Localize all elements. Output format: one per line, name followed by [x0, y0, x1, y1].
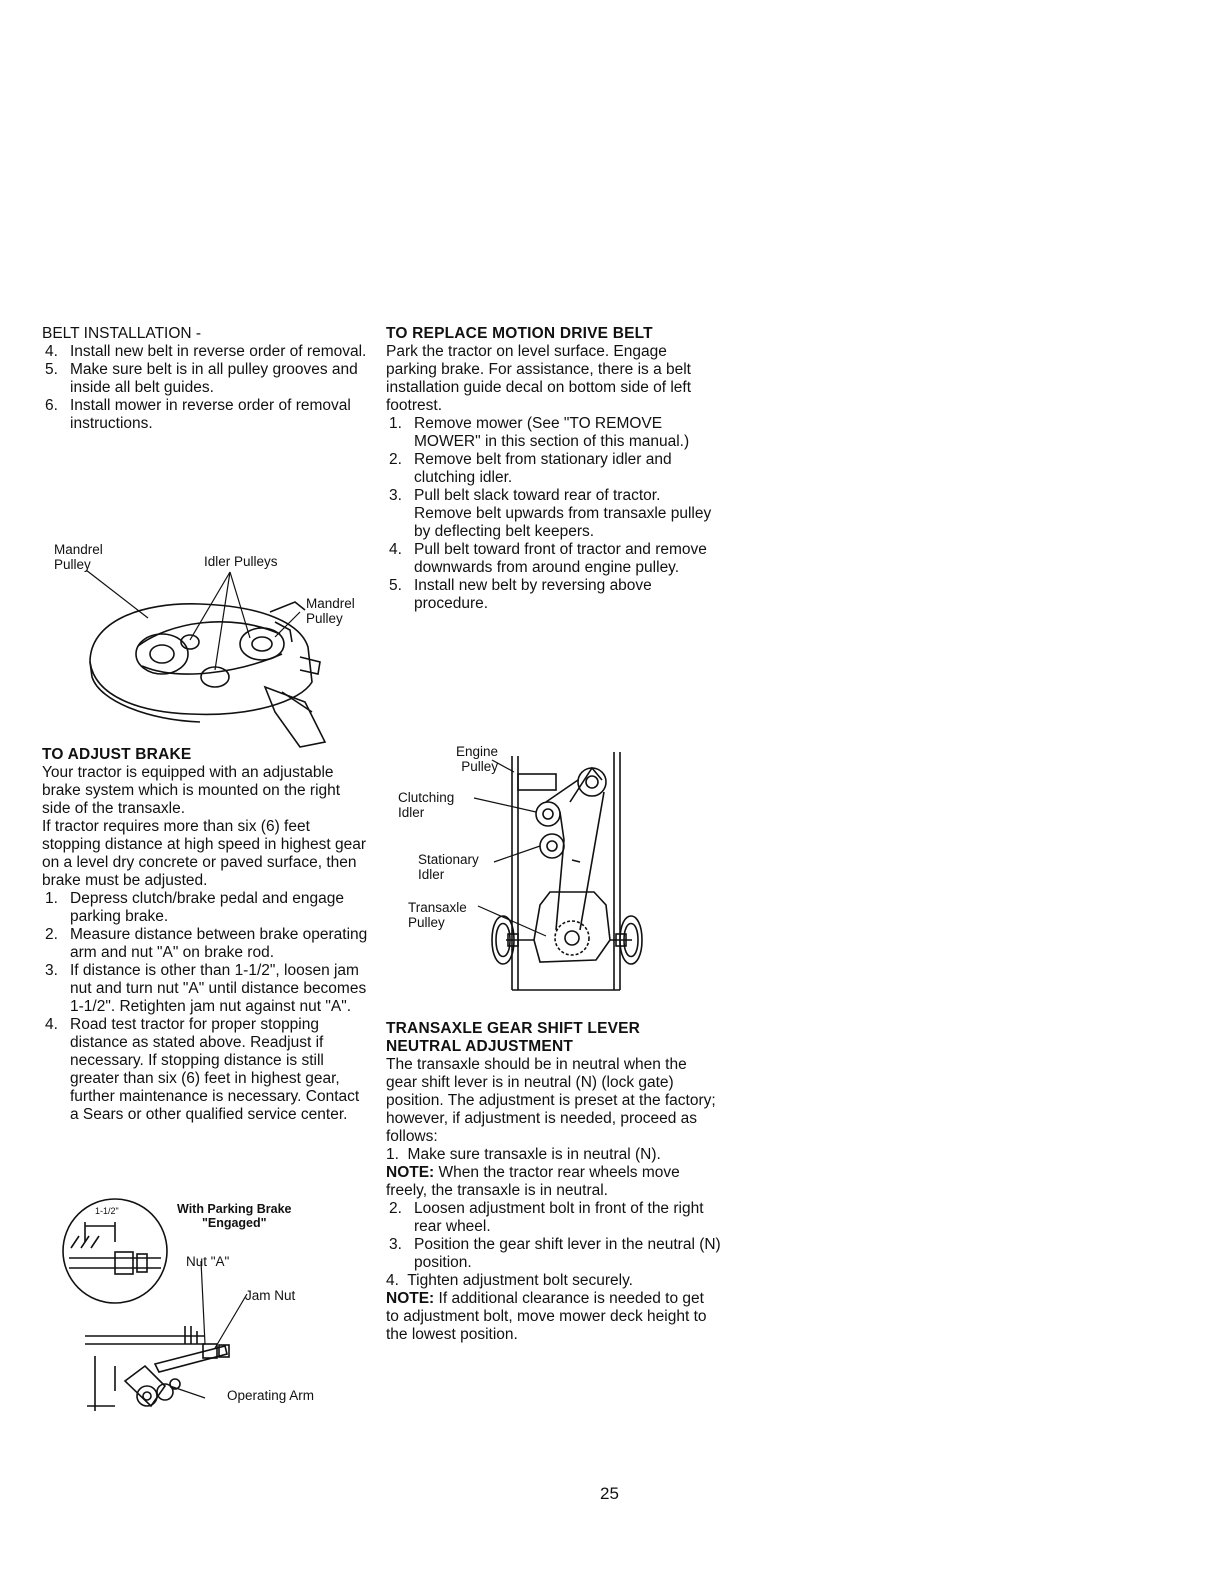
list-item: 2. Measure distance between brake operating arm and nut "A" on brake rod. [45, 926, 368, 961]
drive-belt-figure [396, 740, 666, 1010]
neutral-steps [386, 1200, 721, 1272]
adjust-brake-section [42, 746, 372, 1124]
motion-drive-belt-section [386, 325, 721, 613]
motion-drive-belt-heading: TO REPLACE MOTION DRIVE BELT [386, 325, 653, 342]
adjust-brake-intro-2: If tractor requires more than six (6) feet stopping distance at high speed in highest gear on a level dry concrete or paved surface, then brake must be adjusted. [42, 818, 367, 889]
clutching-idler-label: Clutching Idler [398, 790, 455, 820]
adjust-brake-intro-1: Your tractor is equipped with an adjustable brake system which is mounted on the right side of the transaxle. [42, 764, 341, 817]
neutral-step-1: 1. Make sure transaxle is in neutral (N). [386, 1146, 661, 1163]
neutral-heading-line-2: NEUTRAL ADJUSTMENT [386, 1038, 574, 1055]
note-label: NOTE: [386, 1164, 435, 1181]
list-item: 5. Make sure belt is in all pulley grooves and inside all belt guides. [45, 361, 358, 396]
list-item: 2. Remove belt from stationary idler and clutching idler. [389, 451, 672, 486]
brake-figure [55, 1196, 355, 1426]
list-item: 3. If distance is other than 1-1/2", loosen jam nut and turn nut "A" until distance becomes 1-1/2". Retighten jam nut against nut "A". [45, 962, 367, 1015]
adjust-brake-heading: TO ADJUST BRAKE [42, 746, 192, 763]
list-item: 2. Loosen adjustment bolt in front of the right rear wheel. [389, 1200, 704, 1235]
mower-deck-illustration [50, 542, 370, 750]
list-item: 4. Pull belt toward front of tractor and remove downwards from around engine pulley. [389, 541, 707, 576]
list-item: 1. Depress clutch/brake pedal and engage parking brake. [45, 890, 345, 925]
list-item: 3. Position the gear shift lever in the neutral (N) position. [389, 1236, 721, 1271]
page-number: 25 [600, 1484, 619, 1503]
parking-brake-label: With Parking Brake "Engaged" [177, 1202, 292, 1230]
list-item: 1. Remove mower (See "TO REMOVE MOWER" in this section of this manual.) [389, 415, 690, 450]
note-label: NOTE: [386, 1290, 435, 1307]
mower-deck-figure [50, 542, 370, 750]
stationary-idler-label: Stationary Idler [418, 852, 479, 882]
motion-drive-belt-steps [386, 415, 721, 613]
list-item: 6. Install mower in reverse order of removal instructions. [45, 397, 351, 432]
idler-pulleys-label: Idler Pulleys [204, 554, 278, 569]
nut-a-label: Nut "A" [186, 1254, 230, 1269]
jam-nut-label: Jam Nut [245, 1288, 296, 1303]
neutral-adjustment-section [386, 1020, 721, 1344]
neutral-intro: The transaxle should be in neutral when the gear shift lever is in neutral (N) (lock gate) position. The adjustment is preset at the factory; however, if adjustment is needed, proceed as follows: [386, 1056, 716, 1145]
neutral-note-2: NOTE: If additional clearance is needed to get to adjustment bolt, move mower deck height to the lowest position. [386, 1290, 707, 1343]
measurement-label: 1-1/2" [95, 1206, 119, 1216]
operating-arm-label: Operating Arm [227, 1388, 315, 1403]
mandrel-pulley-right-label: Mandrel Pulley [306, 596, 355, 626]
adjust-brake-steps [42, 890, 372, 1124]
list-item: 5. Install new belt by reversing above procedure. [389, 577, 652, 612]
neutral-heading-line-1: TRANSAXLE GEAR SHIFT LEVER [386, 1020, 641, 1037]
motion-drive-belt-intro: Park the tractor on level surface. Engage parking brake. For assistance, there is a belt installation guide decal on bottom side of left footrest. [386, 343, 692, 414]
list-item: 4. Road test tractor for proper stopping distance as stated above. Readjust if necessary. If stopping distance is still greater than six (6) feet in highest gear, further maintenance is necessary. Contact a Sears or other qualified service center. [45, 1016, 360, 1123]
transaxle-pulley-label: Transaxle Pulley [408, 900, 467, 930]
belt-installation-section [42, 325, 372, 433]
neutral-step-4: 4. Tighten adjustment bolt securely. [386, 1272, 633, 1289]
neutral-note-1: NOTE: When the tractor rear wheels move freely, the transaxle is in neutral. [386, 1164, 680, 1199]
list-item: 4. Install new belt in reverse order of removal. [45, 343, 367, 360]
belt-installation-steps [42, 343, 372, 433]
mandrel-pulley-left-label: Mandrel Pulley [54, 542, 103, 572]
list-item: 3. Pull belt slack toward rear of tractor. Remove belt upwards from transaxle pulley by deflecting belt keepers. [389, 487, 712, 540]
engine-pulley-label: Engine Pulley [456, 744, 499, 774]
belt-installation-heading: BELT INSTALLATION - [42, 325, 202, 342]
